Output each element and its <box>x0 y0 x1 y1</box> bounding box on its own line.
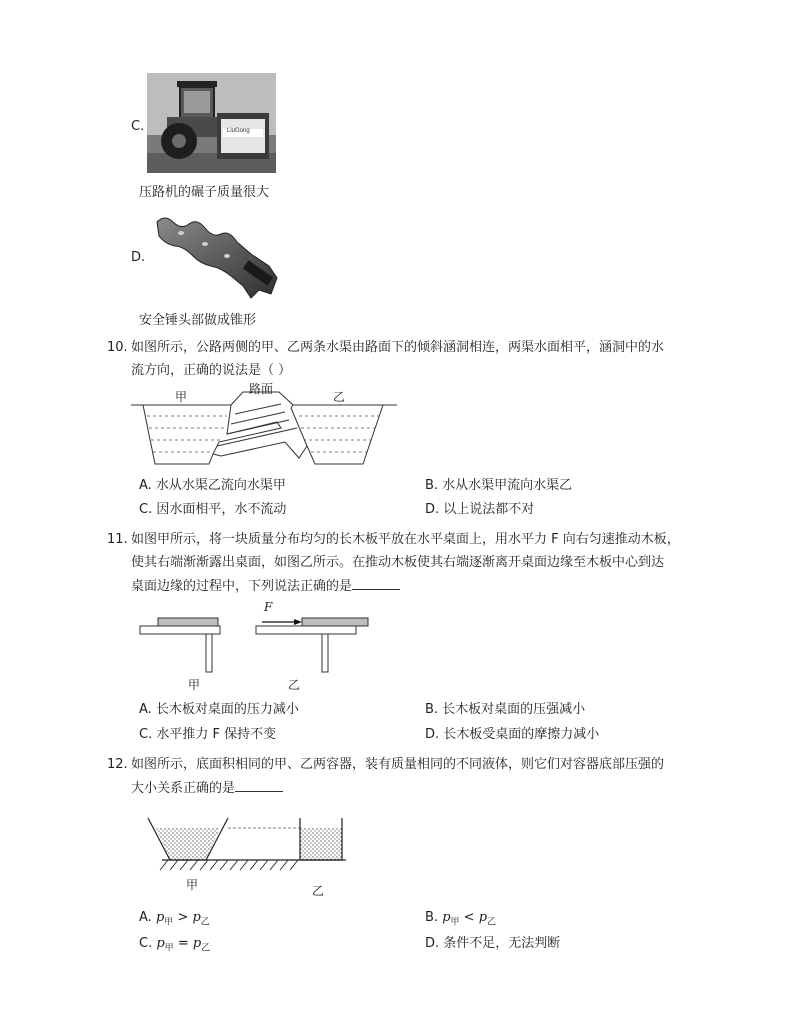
q12-b-p1: p <box>442 910 451 925</box>
q12-label-yi: 乙 <box>312 884 325 898</box>
option-c-letter: C. <box>131 119 145 134</box>
q10-option-c[interactable]: C. 因水面相平，水不流动 <box>139 502 287 517</box>
q11-answer-blank[interactable] <box>352 576 400 590</box>
q10-option-d[interactable]: D. 以上说法都不对 <box>425 502 535 517</box>
q10-stem-line1: 如图所示，公路两侧的甲、乙两条水渠由路面下的倾斜涵洞相连，两渠水面相平，涵洞中的水 <box>131 340 665 355</box>
q12-a-sub2: 乙 <box>200 917 210 928</box>
q12-b-p2: p <box>478 910 488 925</box>
safety-hammer-photo <box>147 206 280 302</box>
q10-label-jia: 甲 <box>175 390 188 404</box>
q12-stem-line2-text: 大小关系正确的是 <box>131 781 236 796</box>
road-roller-brand-text: LiuGong <box>227 128 250 134</box>
q12-number: 12. <box>107 757 128 772</box>
q11-stem-line3 <box>131 576 400 596</box>
q11-stem-line2: 使其右端渐渐露出桌面，如图乙所示。在推动木板使其右端逐渐离开桌面边缘至木板中心到达 <box>131 555 665 570</box>
q11-stem-line1: 如图甲所示，将一块质量分布均匀的长木板平放在水平桌面上，用水平力 F 向右匀速推动木板， <box>131 532 680 547</box>
q12-c-op: = <box>173 936 193 951</box>
q11-option-d[interactable]: D. 长木板受桌面的摩擦力减小 <box>425 727 600 742</box>
q12-c-p2: p <box>192 936 202 951</box>
q12-b-op: < <box>459 910 479 925</box>
q11-option-a[interactable]: A. 长木板对桌面的压力减小 <box>139 702 299 717</box>
q10-option-a[interactable]: A. 水从水渠乙流向水渠甲 <box>139 478 286 493</box>
q12-option-a[interactable] <box>139 908 210 933</box>
q12-option-b[interactable] <box>425 908 496 933</box>
q12-stem-line1: 如图所示，底面积相同的甲、乙两容器，装有质量相同的不同液体，则它们对容器底部压强的 <box>131 757 665 772</box>
option-c-caption: 压路机的碾子质量很大 <box>139 185 270 200</box>
q10-label-road: 路面 <box>249 382 274 396</box>
q12-option-d[interactable]: D. 条件不足，无法判断 <box>425 936 561 951</box>
q10-number: 10. <box>107 340 128 355</box>
q12-a-p2: p <box>192 910 201 925</box>
road-roller-photo <box>147 73 276 173</box>
q10-label-yi: 乙 <box>333 390 346 404</box>
q11-option-b[interactable]: B. 长木板对桌面的压强减小 <box>425 702 586 717</box>
option-d-caption: 安全锤头部做成锥形 <box>139 313 257 328</box>
q11-label-yi: 乙 <box>288 678 301 692</box>
q12-answer-blank[interactable] <box>235 778 283 792</box>
q10-canal-figure <box>131 384 401 472</box>
q10-option-b[interactable]: B. 水从水渠甲流向水渠乙 <box>425 478 573 493</box>
q12-b-sub1: 甲 <box>450 917 460 928</box>
q12-a-p1: p <box>155 910 165 925</box>
q12-c-p1: p <box>156 936 165 951</box>
q11-force-label: F <box>264 600 273 614</box>
q10-stem-line2: 流方向，正确的说法是（ ） <box>131 363 292 378</box>
q12-a-op: > <box>173 910 193 925</box>
q12-b-sub2: 乙 <box>487 917 497 928</box>
q11-option-c[interactable]: C. 水平推力 F 保持不变 <box>139 727 277 742</box>
q12-option-b-prefix: B. <box>425 910 443 925</box>
q12-container-figure <box>140 812 360 900</box>
q12-a-sub1: 甲 <box>164 917 174 928</box>
q12-c-sub1: 甲 <box>164 943 174 954</box>
q12-option-c-prefix: C. <box>139 936 157 951</box>
q12-stem-line2 <box>131 778 283 798</box>
q11-stem-line3-text: 桌面边缘的过程中，下列说法正确的是 <box>131 579 353 594</box>
q12-option-a-prefix: A. <box>139 910 156 925</box>
q11-number: 11. <box>107 532 128 547</box>
q12-option-c[interactable] <box>139 934 210 959</box>
q12-label-jia: 甲 <box>186 878 199 892</box>
q11-label-jia: 甲 <box>188 678 201 692</box>
option-d-letter: D. <box>131 250 146 265</box>
q12-c-sub2: 乙 <box>201 943 211 954</box>
q11-board-figure <box>138 600 378 692</box>
